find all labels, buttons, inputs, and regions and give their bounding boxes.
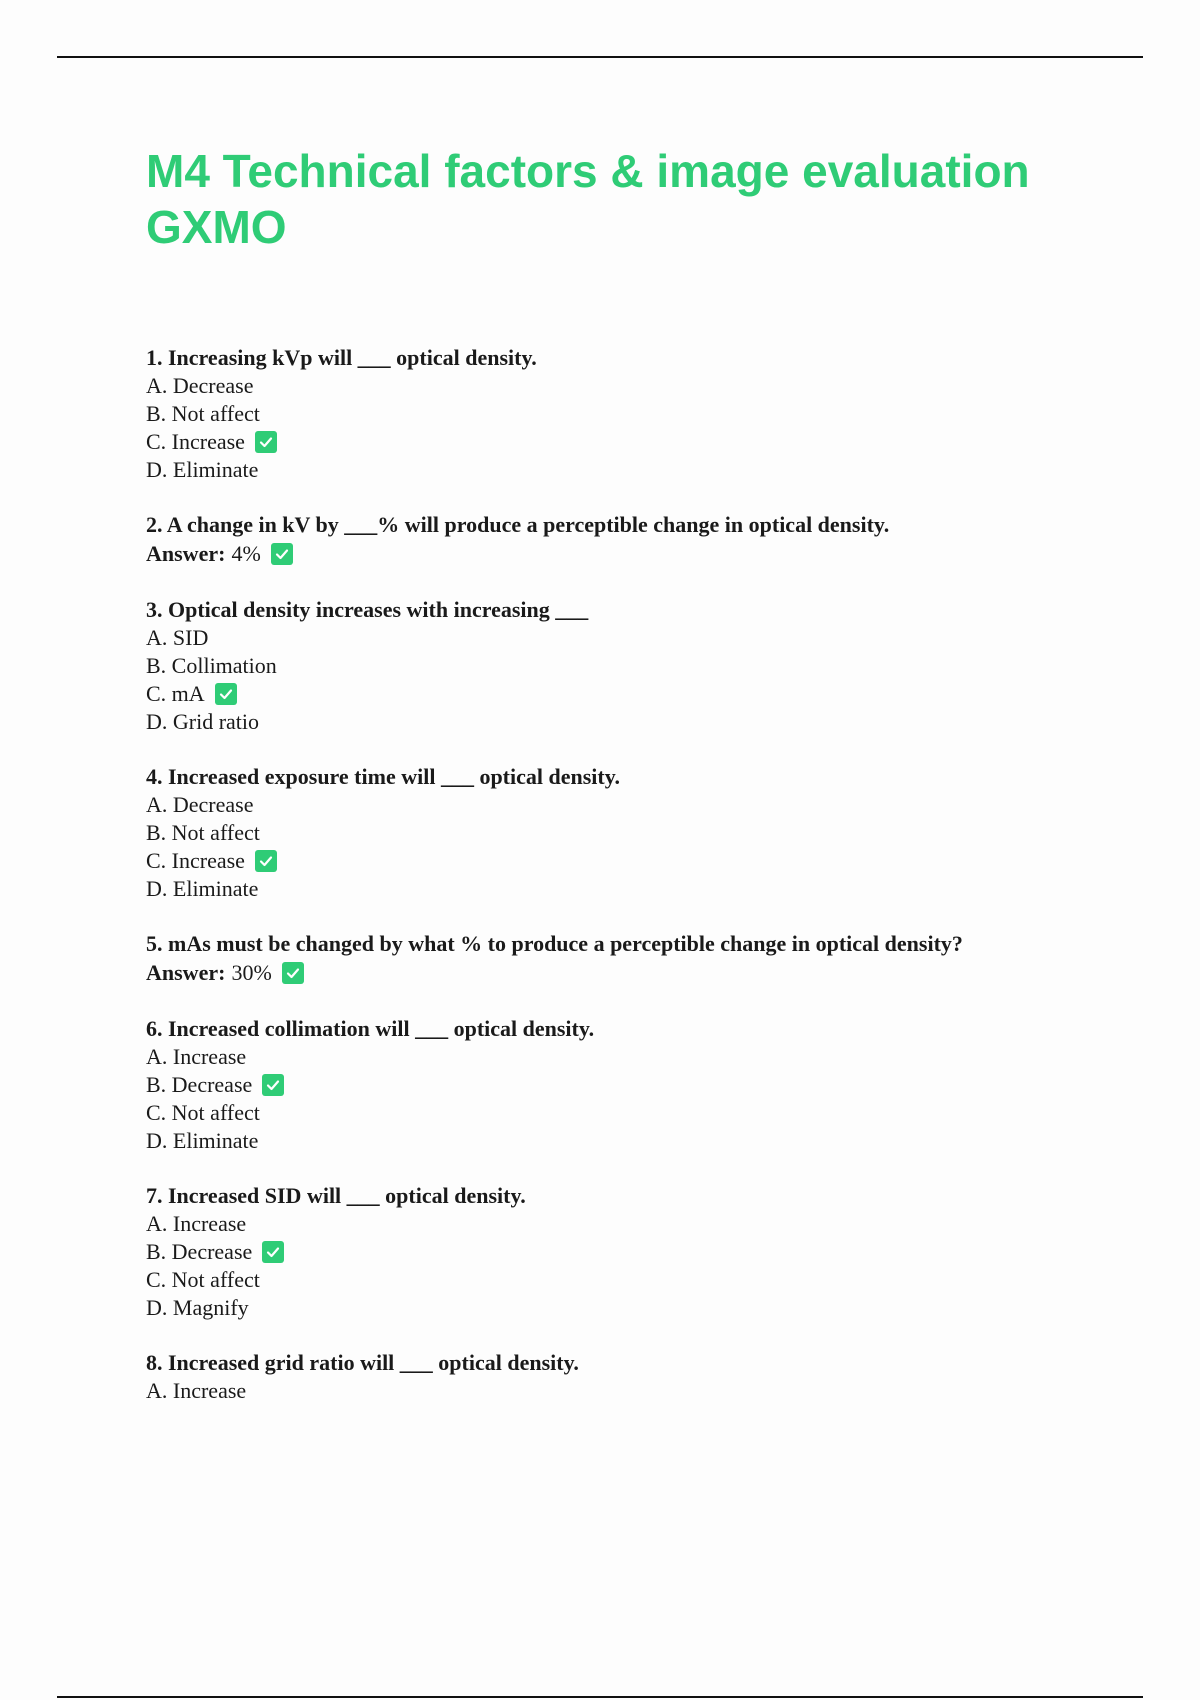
answer-option xyxy=(146,1210,1146,1238)
answer-option xyxy=(146,847,1146,875)
option-label: D. Eliminate xyxy=(146,1128,259,1153)
option-label: D. Grid ratio xyxy=(146,709,260,734)
answer-line xyxy=(146,539,1146,569)
option-label: A. SID xyxy=(146,625,209,650)
top-divider xyxy=(57,56,1143,58)
answer-option xyxy=(146,652,1146,680)
check-box-icon xyxy=(282,962,304,984)
check-box-icon xyxy=(262,1074,284,1096)
question-text: 6. Increased collimation will ___ optical density. xyxy=(146,1016,595,1041)
option-label: A. Decrease xyxy=(146,792,254,817)
question-3 xyxy=(146,595,1146,736)
answer-option xyxy=(146,680,1146,708)
answer-option xyxy=(146,1294,1146,1322)
option-label: C. Not affect xyxy=(146,1267,260,1292)
option-label: C. Increase xyxy=(146,429,245,454)
answer-label: Answer: xyxy=(146,541,226,566)
question-4 xyxy=(146,762,1146,903)
option-label: D. Magnify xyxy=(146,1295,249,1320)
check-box-icon xyxy=(262,1241,284,1263)
question-7 xyxy=(146,1181,1146,1322)
option-label: B. Collimation xyxy=(146,653,277,678)
answer-line xyxy=(146,958,1146,988)
option-label: B. Not affect xyxy=(146,401,260,426)
check-box-icon xyxy=(255,850,277,872)
question-5 xyxy=(146,929,1146,988)
option-label: C. Increase xyxy=(146,848,245,873)
document-body xyxy=(146,143,1146,1431)
answer-option xyxy=(146,428,1146,456)
answer-option xyxy=(146,1071,1146,1099)
answer-option xyxy=(146,1099,1146,1127)
question-6 xyxy=(146,1014,1146,1155)
option-label: A. Increase xyxy=(146,1044,247,1069)
answer-option xyxy=(146,708,1146,736)
question-text: 1. Increasing kVp will ___ optical density. xyxy=(146,345,537,370)
check-box-icon xyxy=(271,543,293,565)
question-text: 5. mAs must be changed by what % to produce a perceptible change in optical density? xyxy=(146,931,963,956)
answer-option xyxy=(146,1043,1146,1071)
answer-option xyxy=(146,624,1146,652)
answer-option xyxy=(146,1238,1146,1266)
answer-option xyxy=(146,456,1146,484)
question-text: 4. Increased exposure time will ___ optical density. xyxy=(146,764,621,789)
answer-option xyxy=(146,1127,1146,1155)
option-label: D. Eliminate xyxy=(146,457,259,482)
bottom-divider xyxy=(57,1696,1143,1698)
answer-label: Answer: xyxy=(146,960,226,985)
option-label: C. Not affect xyxy=(146,1100,260,1125)
answer-option xyxy=(146,819,1146,847)
answer-option xyxy=(146,1377,1146,1405)
question-2 xyxy=(146,510,1146,569)
answer-option xyxy=(146,372,1146,400)
answer-option xyxy=(146,400,1146,428)
option-label: B. Decrease xyxy=(146,1072,253,1097)
question-text: 2. A change in kV by ___% will produce a perceptible change in optical density. xyxy=(146,512,890,537)
answer-option xyxy=(146,1266,1146,1294)
check-box-icon xyxy=(215,683,237,705)
question-text: 8. Increased grid ratio will ___ optical density. xyxy=(146,1350,579,1375)
answer-option xyxy=(146,875,1146,903)
option-label: B. Decrease xyxy=(146,1239,253,1264)
option-label: B. Not affect xyxy=(146,820,260,845)
document-title: M4 Technical factors & image evaluation GXMO xyxy=(146,145,1030,253)
option-label: C. mA xyxy=(146,681,205,706)
answer-option xyxy=(146,791,1146,819)
option-label: A. Increase xyxy=(146,1211,247,1236)
option-label: D. Eliminate xyxy=(146,876,259,901)
option-label: A. Increase xyxy=(146,1378,247,1403)
answer-value: 4% xyxy=(231,541,261,566)
question-list xyxy=(146,343,1146,1405)
option-label: A. Decrease xyxy=(146,373,254,398)
check-box-icon xyxy=(255,431,277,453)
question-text: 3. Optical density increases with increasing ___ xyxy=(146,597,589,622)
question-1 xyxy=(146,343,1146,484)
question-8 xyxy=(146,1348,1146,1405)
question-text: 7. Increased SID will ___ optical density. xyxy=(146,1183,526,1208)
answer-value: 30% xyxy=(231,960,272,985)
